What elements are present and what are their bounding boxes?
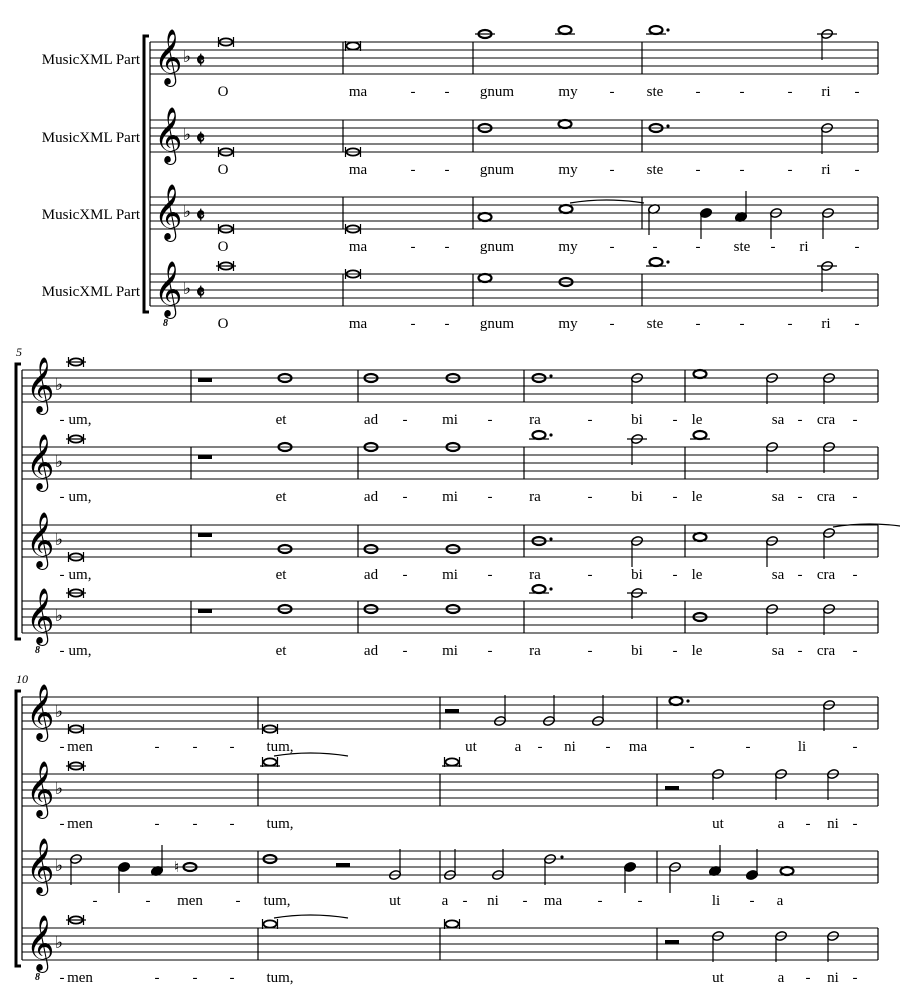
lyric-syllable: men xyxy=(67,816,93,832)
lyric-hyphen: - xyxy=(605,739,611,755)
lyric-syllable: tum, xyxy=(266,739,294,755)
staff xyxy=(42,29,878,100)
treble-clef-icon: 𝄞 xyxy=(154,261,183,317)
lyric-hyphen: - xyxy=(609,162,615,178)
lyric-syllable: ste xyxy=(733,239,751,255)
note-1-0-9 xyxy=(822,372,835,404)
note-0-3-4 xyxy=(650,258,670,266)
lyric-syllable: le xyxy=(691,412,703,428)
octave-marking: 8 xyxy=(35,645,40,656)
lyric-syllable: ma xyxy=(543,893,563,909)
lyric-syllable: ma xyxy=(628,739,648,755)
lyric-syllable: mi xyxy=(442,489,458,505)
lyric-hyphen: - xyxy=(59,643,65,659)
lyric-syllable: ma xyxy=(348,162,368,178)
lyric-syllable: ra xyxy=(529,489,541,505)
lyric-syllable: sa xyxy=(771,643,785,659)
flat-icon: ♭ xyxy=(55,779,64,799)
lyric-syllable: le xyxy=(691,489,703,505)
lyric-syllable: ut xyxy=(465,739,477,755)
note-0-0-3 xyxy=(559,26,572,34)
lyric-syllable: bi xyxy=(631,567,643,583)
flat-icon: ♭ xyxy=(55,606,64,626)
lyric-hyphen: - xyxy=(854,316,860,332)
note-1-1-5 xyxy=(533,431,553,439)
treble-clef-icon: 𝄞 xyxy=(26,357,55,413)
note-1-1-8 xyxy=(765,441,778,473)
lyric-syllable: cra xyxy=(816,412,836,428)
note-0-2-5 xyxy=(699,207,712,239)
lyric-hyphen: - xyxy=(59,970,65,986)
note-0-3-2 xyxy=(479,274,492,282)
lyric-hyphen: - xyxy=(402,643,408,659)
lyric-syllable: li xyxy=(797,739,807,755)
note-2-2-1 xyxy=(117,861,130,893)
lyric-hyphen: - xyxy=(235,893,241,909)
lyric-hyphen: - xyxy=(444,239,450,255)
lyric-syllable: le xyxy=(691,643,703,659)
lyric-hyphen: - xyxy=(797,412,803,428)
lyric-syllable: men xyxy=(67,739,93,755)
note-2-3-2 xyxy=(445,919,460,929)
note-2-2-14 xyxy=(781,867,794,875)
lyric-hyphen: - xyxy=(59,412,65,428)
lyric-hyphen: - xyxy=(410,84,416,100)
lyric-syllable: men xyxy=(67,970,93,986)
cut-time-icon: 𝄵 xyxy=(196,203,205,227)
lyric-syllable: O xyxy=(217,316,229,332)
lyric-syllable: a xyxy=(777,816,785,832)
note-0-2-4 xyxy=(647,203,660,235)
lyric-hyphen: - xyxy=(805,970,811,986)
lyric-syllable: bi xyxy=(631,489,643,505)
lyric-syllable: ri xyxy=(821,316,831,332)
lyric-syllable: a xyxy=(777,970,785,986)
note-2-2-9 xyxy=(543,853,563,885)
note-1-2-9 xyxy=(822,524,900,559)
flat-icon: ♭ xyxy=(55,702,64,722)
lyric-hyphen: - xyxy=(852,567,858,583)
measure-number: 10 xyxy=(16,672,28,686)
lyric-hyphen: - xyxy=(192,816,198,832)
lyric-hyphen: - xyxy=(797,643,803,659)
rest-2-3-3 xyxy=(665,940,679,944)
octave-marking: 8 xyxy=(35,972,40,983)
note-2-2-7 xyxy=(443,849,456,881)
lyric-hyphen: - xyxy=(672,412,678,428)
treble-clef-icon: 𝄞 xyxy=(154,107,183,163)
note-0-0-4 xyxy=(650,26,670,34)
lyric-hyphen: - xyxy=(739,84,745,100)
lyric-hyphen: - xyxy=(537,739,543,755)
lyric-syllable: cra xyxy=(816,489,836,505)
flat-icon: ♭ xyxy=(183,47,192,67)
note-1-3-9 xyxy=(822,603,835,635)
lyric-syllable: um, xyxy=(68,643,92,659)
lyric-syllable: tum, xyxy=(266,970,294,986)
staff xyxy=(42,107,878,178)
lyric-hyphen: - xyxy=(672,643,678,659)
lyric-hyphen: - xyxy=(192,739,198,755)
lyric-hyphen: - xyxy=(154,970,160,986)
lyric-hyphen: - xyxy=(192,970,198,986)
note-2-0-5 xyxy=(591,695,604,727)
lyric-hyphen: - xyxy=(787,84,793,100)
lyric-hyphen: - xyxy=(739,162,745,178)
system-3 xyxy=(16,672,878,986)
flat-icon: ♭ xyxy=(183,125,192,145)
flat-icon: ♭ xyxy=(55,933,64,953)
treble-clef-icon: 𝄞 xyxy=(154,184,183,240)
lyric-syllable: um, xyxy=(68,412,92,428)
lyric-hyphen: - xyxy=(852,643,858,659)
lyric-hyphen: - xyxy=(770,239,776,255)
note-2-2-13 xyxy=(745,849,758,881)
lyric-hyphen: - xyxy=(797,567,803,583)
lyric-hyphen: - xyxy=(597,893,603,909)
lyric-syllable: gnum xyxy=(479,162,515,178)
lyric-hyphen: - xyxy=(487,412,493,428)
lyric-hyphen: - xyxy=(145,893,151,909)
svg-text:♮: ♮ xyxy=(174,858,180,876)
rest-1-1-1 xyxy=(198,455,212,459)
note-1-1-7 xyxy=(694,431,707,439)
lyric-syllable: ri xyxy=(821,84,831,100)
bracket xyxy=(144,36,149,312)
lyric-hyphen: - xyxy=(410,162,416,178)
lyric-syllable: et xyxy=(275,567,287,583)
lyric-syllable: ut xyxy=(712,816,724,832)
lyric-syllable: et xyxy=(275,643,287,659)
lyric-syllable: bi xyxy=(631,412,643,428)
lyric-syllable: my xyxy=(558,239,578,255)
rest-2-2-5 xyxy=(336,863,350,867)
lyric-syllable: O xyxy=(217,239,229,255)
staff xyxy=(22,684,878,755)
flat-icon: ♭ xyxy=(55,375,64,395)
flat-icon: ♭ xyxy=(55,530,64,550)
octave-marking: 8 xyxy=(163,318,168,329)
lyric-syllable: gnum xyxy=(479,84,515,100)
note-2-2-6 xyxy=(388,849,401,881)
part-name: MusicXML Part xyxy=(41,207,140,223)
note-0-2-3 xyxy=(560,200,645,213)
lyric-syllable: bi xyxy=(631,643,643,659)
note-2-3-5 xyxy=(774,930,787,962)
note-2-1-6 xyxy=(826,768,839,800)
flat-icon: ♭ xyxy=(55,856,64,876)
lyric-hyphen: - xyxy=(609,84,615,100)
treble-clef-icon: 𝄞 xyxy=(26,761,55,817)
treble-clef-icon: 𝄞 xyxy=(26,915,55,971)
treble-clef-icon: 𝄞 xyxy=(26,512,55,568)
note-0-2-7 xyxy=(769,207,782,239)
lyric-syllable: ste xyxy=(646,316,664,332)
staff xyxy=(22,761,878,832)
lyric-syllable: ut xyxy=(712,970,724,986)
note-2-2-2 xyxy=(150,845,163,877)
note-0-1-3 xyxy=(559,120,572,128)
treble-clef-icon: 𝄞 xyxy=(26,684,55,740)
lyric-hyphen: - xyxy=(637,893,643,909)
lyric-hyphen: - xyxy=(854,84,860,100)
lyric-hyphen: - xyxy=(854,162,860,178)
treble-clef-icon: 𝄞 xyxy=(154,29,183,85)
lyric-hyphen: - xyxy=(695,316,701,332)
lyric-syllable: et xyxy=(275,412,287,428)
cut-time-icon: 𝄵 xyxy=(196,280,205,304)
lyric-syllable: sa xyxy=(771,567,785,583)
lyric-syllable: ma xyxy=(348,316,368,332)
staff xyxy=(22,588,878,659)
cut-time-icon: 𝄵 xyxy=(196,48,205,72)
lyric-hyphen: - xyxy=(672,489,678,505)
lyric-syllable: ni xyxy=(827,816,839,832)
note-2-3-6 xyxy=(826,930,839,962)
lyric-hyphen: - xyxy=(672,567,678,583)
lyric-hyphen: - xyxy=(587,412,593,428)
rest-1-0-1 xyxy=(198,378,212,382)
lyric-syllable: a xyxy=(776,893,784,909)
lyric-syllable: ad xyxy=(363,567,379,583)
lyric-hyphen: - xyxy=(444,316,450,332)
note-2-1-5 xyxy=(774,768,787,800)
lyric-syllable: O xyxy=(217,84,229,100)
lyric-syllable: ra xyxy=(529,643,541,659)
lyric-syllable: cra xyxy=(816,643,836,659)
lyric-syllable: gnum xyxy=(479,316,515,332)
lyric-hyphen: - xyxy=(462,893,468,909)
rest-2-1-3 xyxy=(665,786,679,790)
lyric-syllable: le xyxy=(691,567,703,583)
lyric-syllable: mi xyxy=(442,643,458,659)
note-1-1-9 xyxy=(822,441,835,473)
lyric-syllable: a xyxy=(514,739,522,755)
lyric-hyphen: - xyxy=(522,893,528,909)
lyric-syllable: tum, xyxy=(263,893,291,909)
note-1-0-7 xyxy=(694,370,707,378)
cut-time-icon: 𝄵 xyxy=(196,126,205,150)
lyric-syllable: mi xyxy=(442,412,458,428)
rest-1-2-1 xyxy=(198,533,212,537)
lyric-hyphen: - xyxy=(444,162,450,178)
lyric-hyphen: - xyxy=(609,316,615,332)
lyric-hyphen: - xyxy=(609,239,615,255)
note-0-3-5 xyxy=(820,260,833,292)
lyric-hyphen: - xyxy=(92,893,98,909)
lyric-hyphen: - xyxy=(587,643,593,659)
lyric-syllable: my xyxy=(558,316,578,332)
lyric-syllable: um, xyxy=(68,489,92,505)
note-2-2-0 xyxy=(69,853,82,885)
flat-icon: ♭ xyxy=(183,279,192,299)
flat-icon: ♭ xyxy=(55,452,64,472)
lyric-syllable: ste xyxy=(646,84,664,100)
lyric-hyphen: - xyxy=(739,316,745,332)
lyric-hyphen: - xyxy=(59,567,65,583)
lyric-hyphen: - xyxy=(695,239,701,255)
staff xyxy=(42,261,878,332)
note-2-2-10 xyxy=(623,861,636,893)
lyric-syllable: ma xyxy=(348,84,368,100)
lyric-hyphen: - xyxy=(587,567,593,583)
lyric-hyphen: - xyxy=(229,816,235,832)
note-2-2-11 xyxy=(668,861,681,893)
lyric-hyphen: - xyxy=(852,739,858,755)
lyric-hyphen: - xyxy=(154,816,160,832)
rest-1-3-1 xyxy=(198,609,212,613)
rest-2-0-2 xyxy=(445,709,459,713)
part-name: MusicXML Part xyxy=(41,284,140,300)
lyric-hyphen: - xyxy=(652,239,658,255)
lyric-syllable: li xyxy=(711,893,721,909)
lyric-hyphen: - xyxy=(805,816,811,832)
lyric-syllable: mi xyxy=(442,567,458,583)
lyric-hyphen: - xyxy=(852,970,858,986)
lyric-hyphen: - xyxy=(695,162,701,178)
note-0-1-5 xyxy=(820,122,833,154)
staff xyxy=(42,184,878,255)
lyric-hyphen: - xyxy=(587,489,593,505)
note-1-1-6 xyxy=(630,433,643,465)
lyric-syllable: O xyxy=(217,162,229,178)
part-name: MusicXML Part xyxy=(41,52,140,68)
note-2-3-1 xyxy=(263,915,349,929)
lyric-hyphen: - xyxy=(59,739,65,755)
note-2-0-3 xyxy=(493,695,506,727)
lyric-hyphen: - xyxy=(402,567,408,583)
note-1-3-5 xyxy=(533,585,553,593)
lyric-hyphen: - xyxy=(402,412,408,428)
lyric-syllable: ut xyxy=(389,893,401,909)
measure-number: 5 xyxy=(16,345,22,359)
treble-clef-icon: 𝄞 xyxy=(26,434,55,490)
note-2-0-4 xyxy=(542,695,555,727)
lyric-syllable: ma xyxy=(348,239,368,255)
lyric-syllable: ni xyxy=(827,970,839,986)
note-1-3-6 xyxy=(630,587,643,619)
note-2-0-7 xyxy=(822,699,835,731)
lyric-syllable: ste xyxy=(646,162,664,178)
lyric-syllable: ri xyxy=(821,162,831,178)
note-1-2-6 xyxy=(630,535,643,567)
lyric-hyphen: - xyxy=(787,316,793,332)
lyric-hyphen: - xyxy=(154,739,160,755)
lyric-hyphen: - xyxy=(410,316,416,332)
lyric-hyphen: - xyxy=(487,567,493,583)
lyric-syllable: ad xyxy=(363,643,379,659)
note-0-0-5 xyxy=(820,28,833,60)
bracket xyxy=(16,691,21,966)
lyric-syllable: ra xyxy=(529,412,541,428)
lyric-hyphen: - xyxy=(797,489,803,505)
note-1-2-7 xyxy=(694,533,707,541)
note-2-1-4 xyxy=(711,768,724,800)
lyric-hyphen: - xyxy=(229,739,235,755)
note-1-0-8 xyxy=(765,372,778,404)
treble-clef-icon: 𝄞 xyxy=(26,838,55,894)
lyric-hyphen: - xyxy=(229,970,235,986)
lyric-hyphen: - xyxy=(695,84,701,100)
note-1-0-6 xyxy=(630,372,643,404)
bracket xyxy=(16,364,21,639)
lyric-syllable: um, xyxy=(68,567,92,583)
note-1-2-8 xyxy=(765,535,778,567)
lyric-syllable: et xyxy=(275,489,287,505)
lyric-syllable: ad xyxy=(363,412,379,428)
lyric-syllable: ri xyxy=(799,239,809,255)
staff xyxy=(22,357,878,428)
note-2-2-12 xyxy=(708,845,721,877)
lyric-syllable: gnum xyxy=(479,239,515,255)
note-2-0-6 xyxy=(670,697,690,705)
lyric-hyphen: - xyxy=(59,489,65,505)
lyric-hyphen: - xyxy=(59,816,65,832)
lyric-hyphen: - xyxy=(852,412,858,428)
lyric-syllable: ra xyxy=(529,567,541,583)
lyric-syllable: ad xyxy=(363,489,379,505)
lyric-hyphen: - xyxy=(745,739,751,755)
note-0-2-8 xyxy=(821,207,834,239)
lyric-hyphen: - xyxy=(852,489,858,505)
note-0-2-2 xyxy=(479,213,492,221)
note-2-3-4 xyxy=(711,930,724,962)
treble-clef-icon: 𝄞 xyxy=(26,588,55,644)
staff xyxy=(22,512,878,583)
lyric-hyphen: - xyxy=(487,643,493,659)
system-1 xyxy=(42,29,878,332)
lyric-syllable: sa xyxy=(771,489,785,505)
lyric-syllable: cra xyxy=(816,567,836,583)
note-2-2-8 xyxy=(491,849,504,881)
lyric-hyphen: - xyxy=(410,239,416,255)
lyric-hyphen: - xyxy=(852,816,858,832)
lyric-syllable: my xyxy=(558,162,578,178)
part-name: MusicXML Part xyxy=(41,130,140,146)
flat-icon: ♭ xyxy=(183,202,192,222)
lyric-hyphen: - xyxy=(402,489,408,505)
staff xyxy=(22,434,878,505)
note-1-3-8 xyxy=(765,603,778,635)
lyric-syllable: tum, xyxy=(266,816,294,832)
lyric-hyphen: - xyxy=(749,893,755,909)
note-2-1-1 xyxy=(263,753,349,767)
note-0-0-1 xyxy=(346,41,361,51)
lyric-hyphen: - xyxy=(854,239,860,255)
lyric-hyphen: - xyxy=(487,489,493,505)
lyric-hyphen: - xyxy=(787,162,793,178)
note-0-2-6 xyxy=(734,191,747,223)
lyric-syllable: my xyxy=(558,84,578,100)
lyric-syllable: ni xyxy=(564,739,576,755)
lyric-syllable: ni xyxy=(487,893,499,909)
staff xyxy=(22,915,878,986)
lyric-syllable: sa xyxy=(771,412,785,428)
lyric-syllable: men xyxy=(177,893,203,909)
lyric-hyphen: - xyxy=(444,84,450,100)
lyric-hyphen: - xyxy=(689,739,695,755)
lyric-syllable: a xyxy=(441,893,449,909)
